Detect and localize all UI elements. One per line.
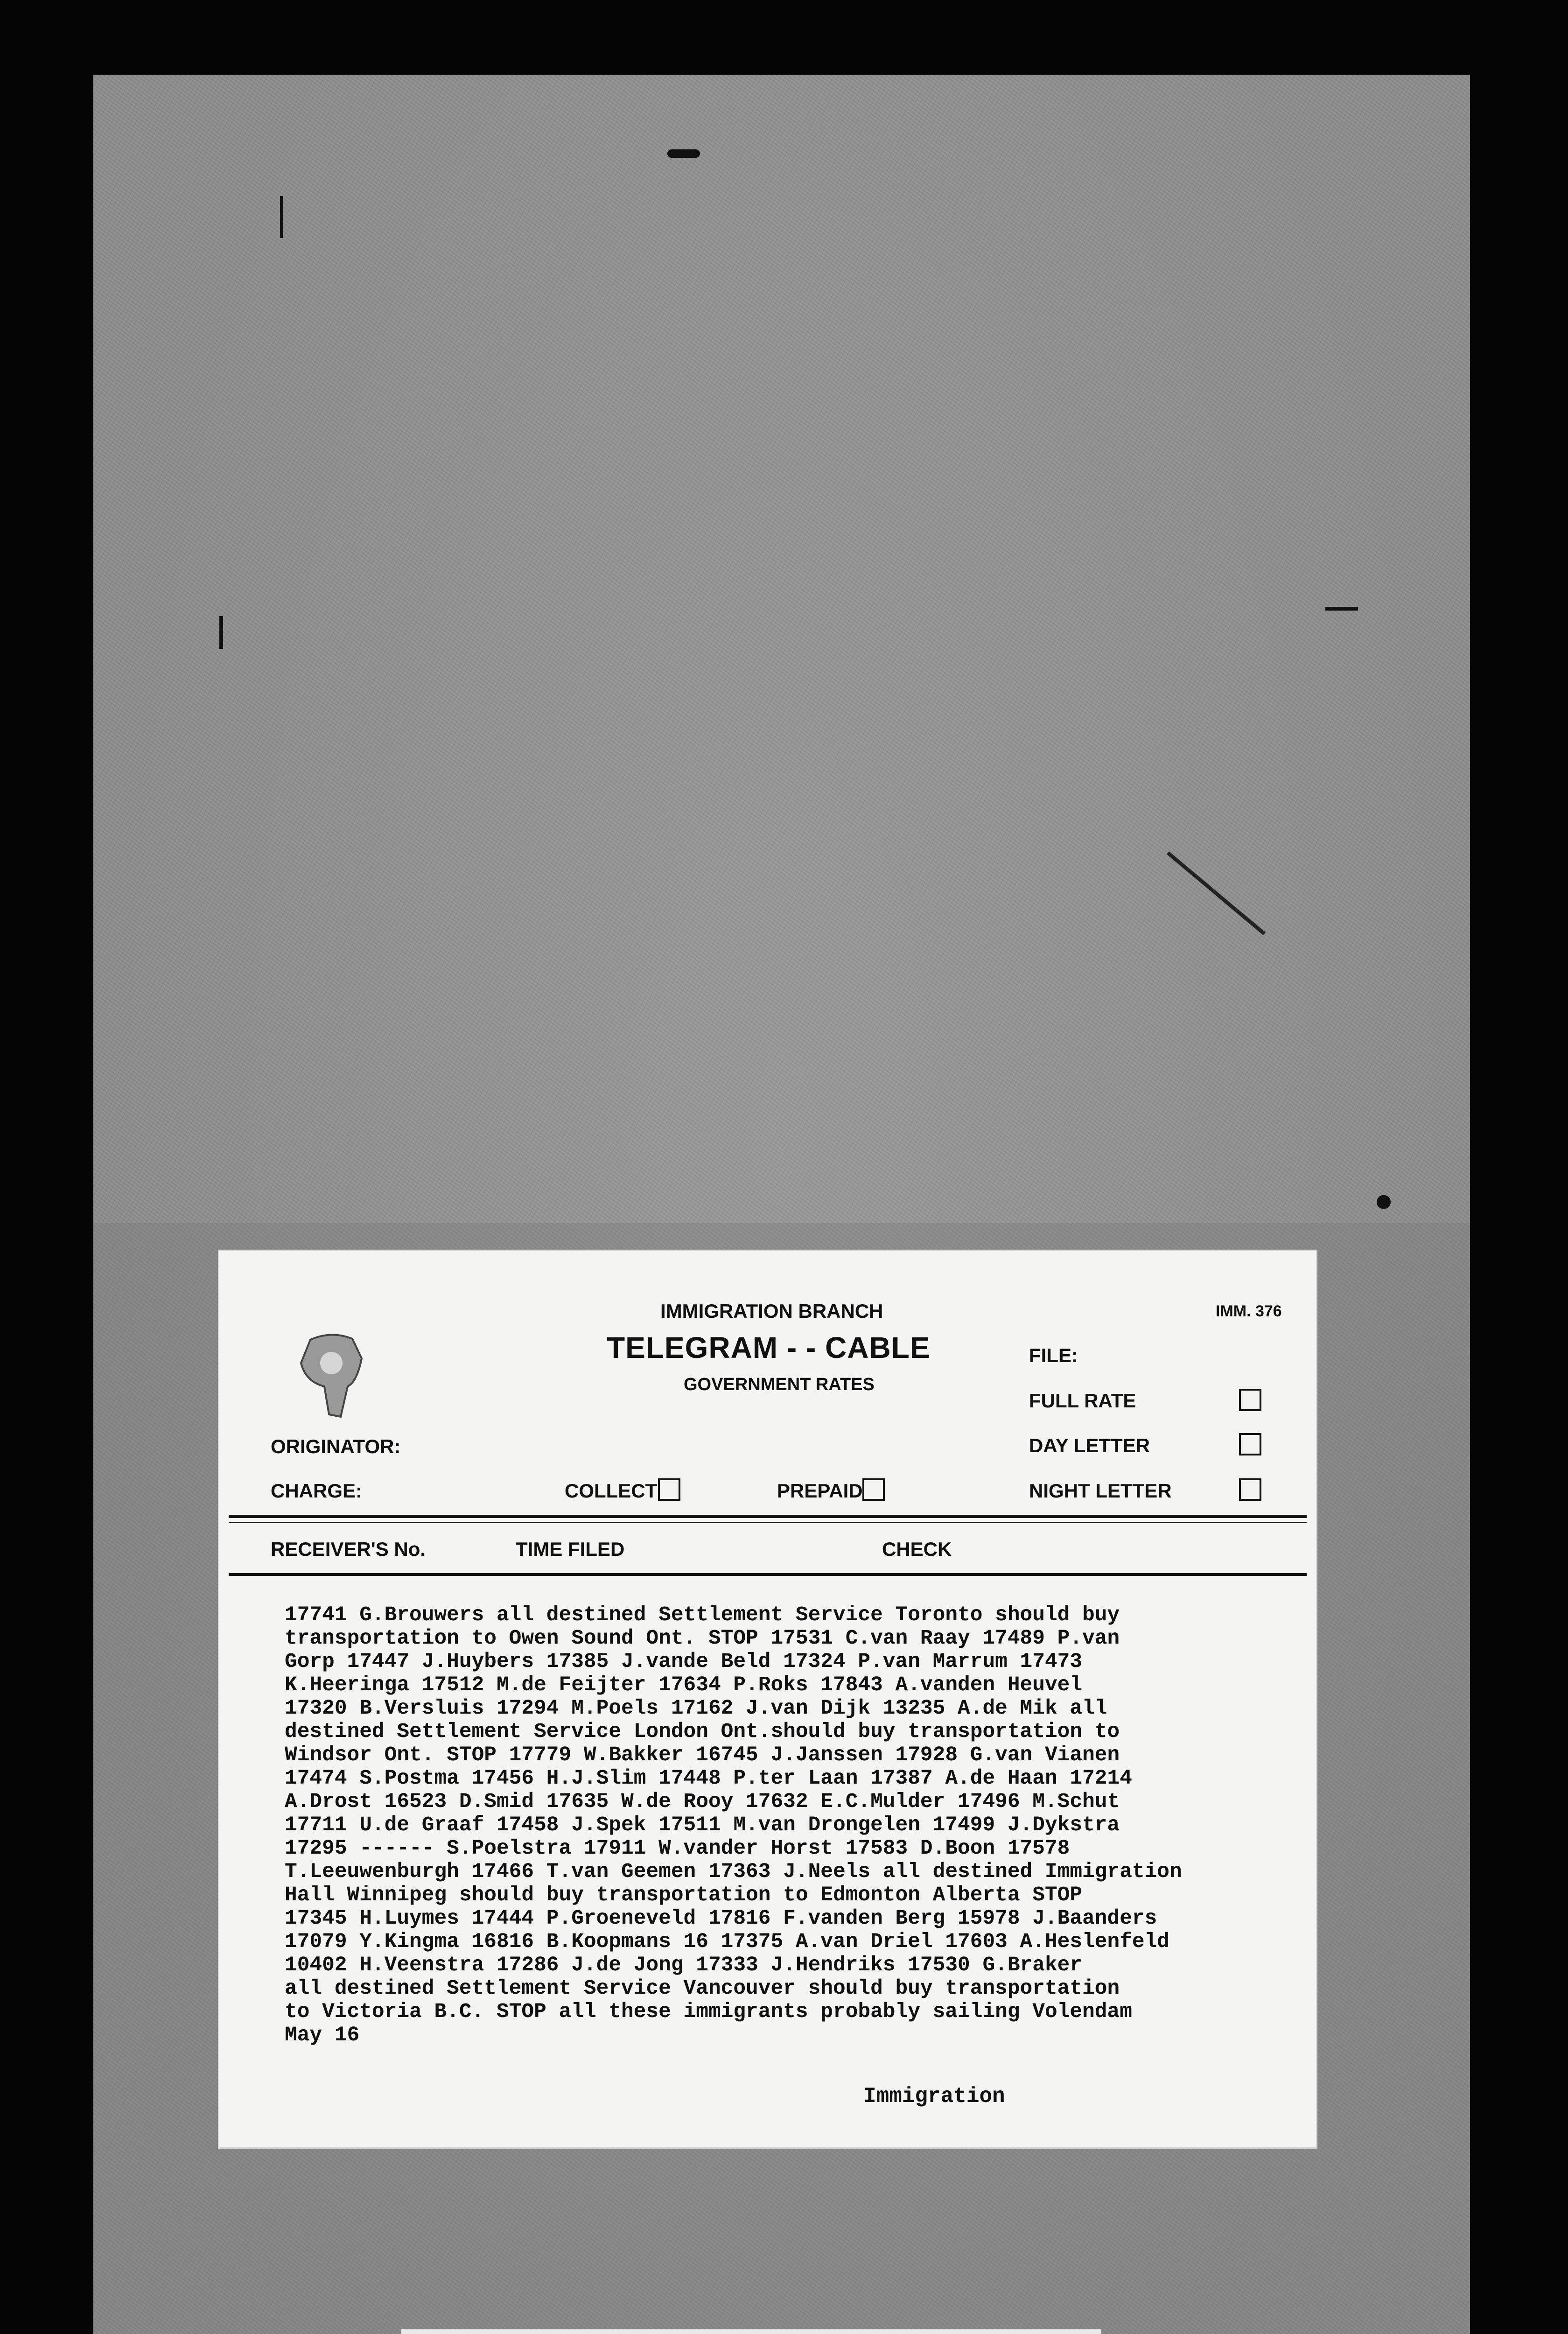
charge-label: CHARGE: <box>271 1480 362 1502</box>
speck-mark <box>280 196 283 238</box>
header-divider <box>229 1515 1307 1518</box>
speck-mark <box>1377 1195 1391 1209</box>
message-line: K.Heeringa 17512 M.de Feijter 17634 P.Roks 17843 A.vanden Heuvel <box>285 1673 1083 1697</box>
full-rate-checkbox[interactable] <box>1239 1389 1261 1411</box>
telegram-message <box>285 1603 1283 2047</box>
check-label: CHECK <box>882 1538 952 1560</box>
message-line: May 16 <box>285 2024 360 2047</box>
telegram-form <box>219 1251 1316 2147</box>
crest-seal-icon <box>296 1330 366 1419</box>
night-letter-checkbox[interactable] <box>1239 1478 1261 1501</box>
time-filed-label: TIME FILED <box>516 1538 625 1560</box>
form-number: IMM. 376 <box>1216 1302 1282 1320</box>
speck-mark <box>1325 607 1358 611</box>
message-line: 17741 G.Brouwers all destined Settlement Service Toronto should buy <box>285 1603 1120 1627</box>
message-line: 17711 U.de Graaf 17458 J.Spek 17511 M.van Drongelen 17499 J.Dykstra <box>285 1814 1120 1837</box>
message-line: 17345 H.Luymes 17444 P.Groeneveld 17816 F.vanden Berg 15978 J.Baanders <box>285 1907 1157 1930</box>
speck-mark <box>667 149 700 158</box>
file-reference-strip <box>401 2329 1101 2334</box>
message-line: T.Leeuwenburgh 17466 T.van Geemen 17363 J.Neels all destined Immigration <box>285 1860 1182 1884</box>
header-divider-thin <box>229 1522 1307 1523</box>
message-line: 17079 Y.Kingma 16816 B.Koopmans 16 17375 A.van Driel 17603 A.Heslenfeld <box>285 1930 1170 1954</box>
message-line: destined Settlement Service London Ont.should buy transportation to <box>285 1720 1120 1743</box>
signature-text: Immigration <box>863 2084 1005 2109</box>
message-line: 17320 B.Versluis 17294 M.Poels 17162 J.van Dijk 13235 A.de Mik all <box>285 1697 1107 1720</box>
message-line: 17474 S.Postma 17456 H.J.Slim 17448 P.ter Laan 17387 A.de Haan 17214 <box>285 1767 1132 1790</box>
message-line: transportation to Owen Sound Ont. STOP 17531 C.van Raay 17489 P.van <box>285 1627 1120 1650</box>
collect-checkbox[interactable] <box>658 1478 680 1501</box>
message-line: to Victoria B.C. STOP all these immigrants probably sailing Volendam <box>285 2000 1132 2024</box>
message-divider <box>229 1573 1307 1576</box>
form-title: TELEGRAM - - CABLE <box>607 1331 931 1364</box>
message-line: Windsor Ont. STOP 17779 W.Bakker 16745 J.Janssen 17928 G.van Vianen <box>285 1743 1120 1767</box>
prepaid-checkbox[interactable] <box>862 1478 885 1501</box>
file-label: FILE: <box>1029 1344 1078 1366</box>
day-letter-checkbox[interactable] <box>1239 1433 1261 1455</box>
collect-label: COLLECT <box>565 1480 658 1502</box>
message-line: Gorp 17447 J.Huybers 17385 J.vande Beld 17324 P.van Marrum 17473 <box>285 1650 1083 1673</box>
message-line: Hall Winnipeg should buy transportation to Edmonton Alberta STOP <box>285 1884 1083 1907</box>
originator-label: ORIGINATOR: <box>271 1435 401 1457</box>
day-letter-label: DAY LETTER <box>1029 1434 1150 1456</box>
receivers-no-label: RECEIVER'S No. <box>271 1538 426 1560</box>
night-letter-label: NIGHT LETTER <box>1029 1480 1172 1502</box>
message-line: all destined Settlement Service Vancouver should buy transportation <box>285 1977 1120 2000</box>
prepaid-label: PREPAID <box>777 1480 863 1502</box>
form-subtitle: GOVERNMENT RATES <box>684 1375 875 1394</box>
message-line: A.Drost 16523 D.Smid 17635 W.de Rooy 17632 E.C.Mulder 17496 M.Schut <box>285 1790 1120 1814</box>
message-line: 10402 H.Veenstra 17286 J.de Jong 17333 J.Hendriks 17530 G.Braker <box>285 1954 1083 1977</box>
message-line: 17295 ------ S.Poelstra 17911 W.vander Horst 17583 D.Boon 17578 <box>285 1837 1070 1860</box>
speck-mark <box>219 616 223 649</box>
branch-heading: IMMIGRATION BRANCH <box>660 1300 883 1322</box>
full-rate-label: FULL RATE <box>1029 1390 1136 1412</box>
